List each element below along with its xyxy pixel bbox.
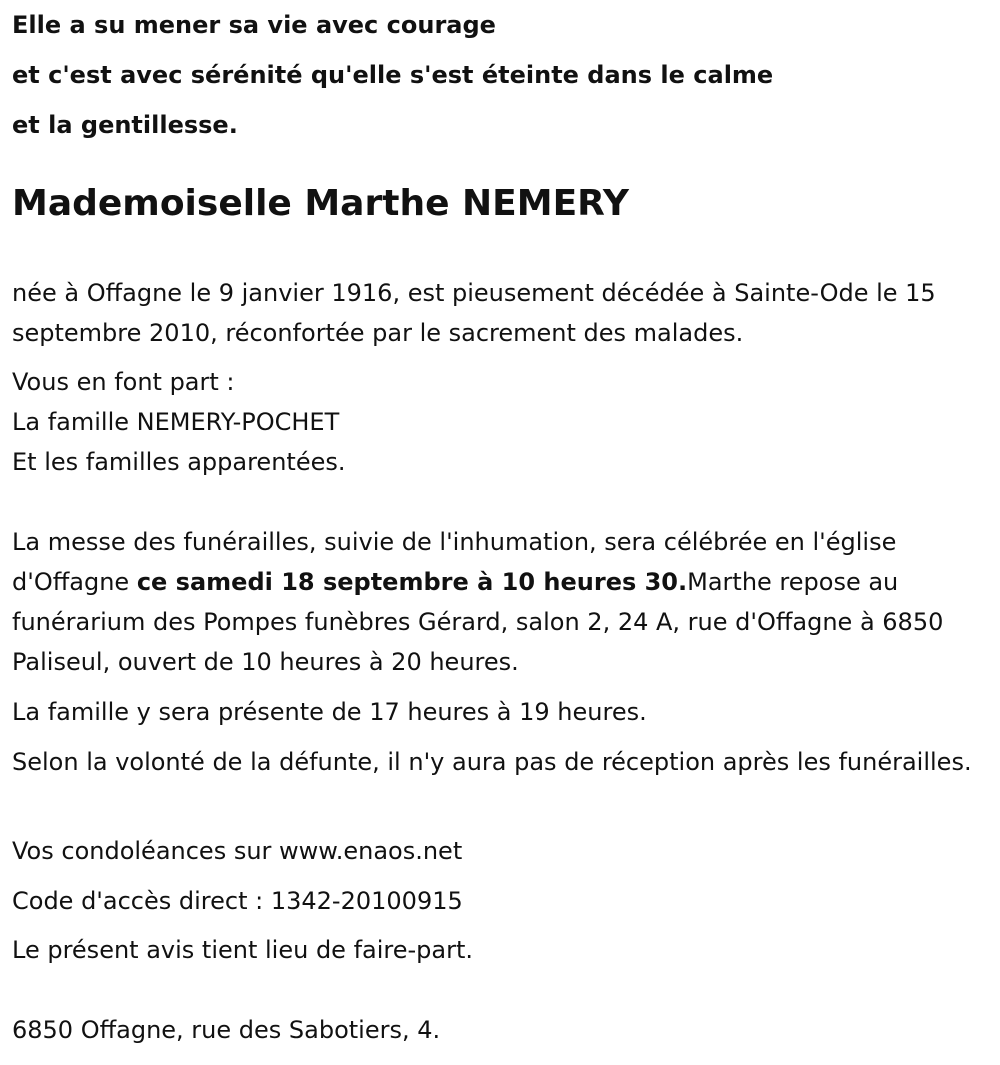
notice-line: Le présent avis tient lieu de faire-part. <box>12 936 474 964</box>
epitaph-line-2: et c'est avec sérénité qu'elle s'est éteinte dans le calme <box>12 61 774 89</box>
part-intro: Vous en font part : <box>12 368 235 396</box>
family-presence: La famille y sera présente de 17 heures à 19 heures. <box>12 698 647 726</box>
access-code-line: Code d'accès direct : 1342-20100915 <box>12 887 463 915</box>
epitaph-line-3: et la gentillesse. <box>12 111 238 139</box>
address-line: 6850 Offagne, rue des Sabotiers, 4. <box>12 1016 441 1044</box>
funeral-mass-paragraph <box>12 522 988 682</box>
mass-date-time: ce samedi 18 septembre à 10 heures 30. <box>136 568 688 596</box>
epitaph-line-1: Elle a su mener sa vie avec courage <box>12 11 496 39</box>
family-line-2: Et les familles apparentées. <box>12 448 346 476</box>
mass-text: La messe des funérailles, suivie de l'inhumation, sera célébrée en l'église d'Offagne <box>12 528 897 596</box>
no-reception-paragraph: Selon la volonté de la défunte, il n'y aura pas de réception après les funérailles. <box>12 748 972 776</box>
deceased-name: Mademoiselle Marthe NEMERY <box>12 183 629 224</box>
funerarium-text: Marthe repose au funérarium des Pompes funèbres Gérard, salon 2, 24 A, rue d'Offagne à 6850 Paliseul, ouvert de 10 heures à 20 heures. <box>12 568 944 676</box>
birth-death-paragraph: née à Offagne le 9 janvier 1916, est pieusement décédée à Sainte-Ode le 15 septembre 2010, réconfortée par le sacrement des malades. <box>12 279 936 347</box>
condolences-line: Vos condoléances sur www.enaos.net <box>12 837 463 865</box>
family-line-1: La famille NEMERY-POCHET <box>12 408 340 436</box>
